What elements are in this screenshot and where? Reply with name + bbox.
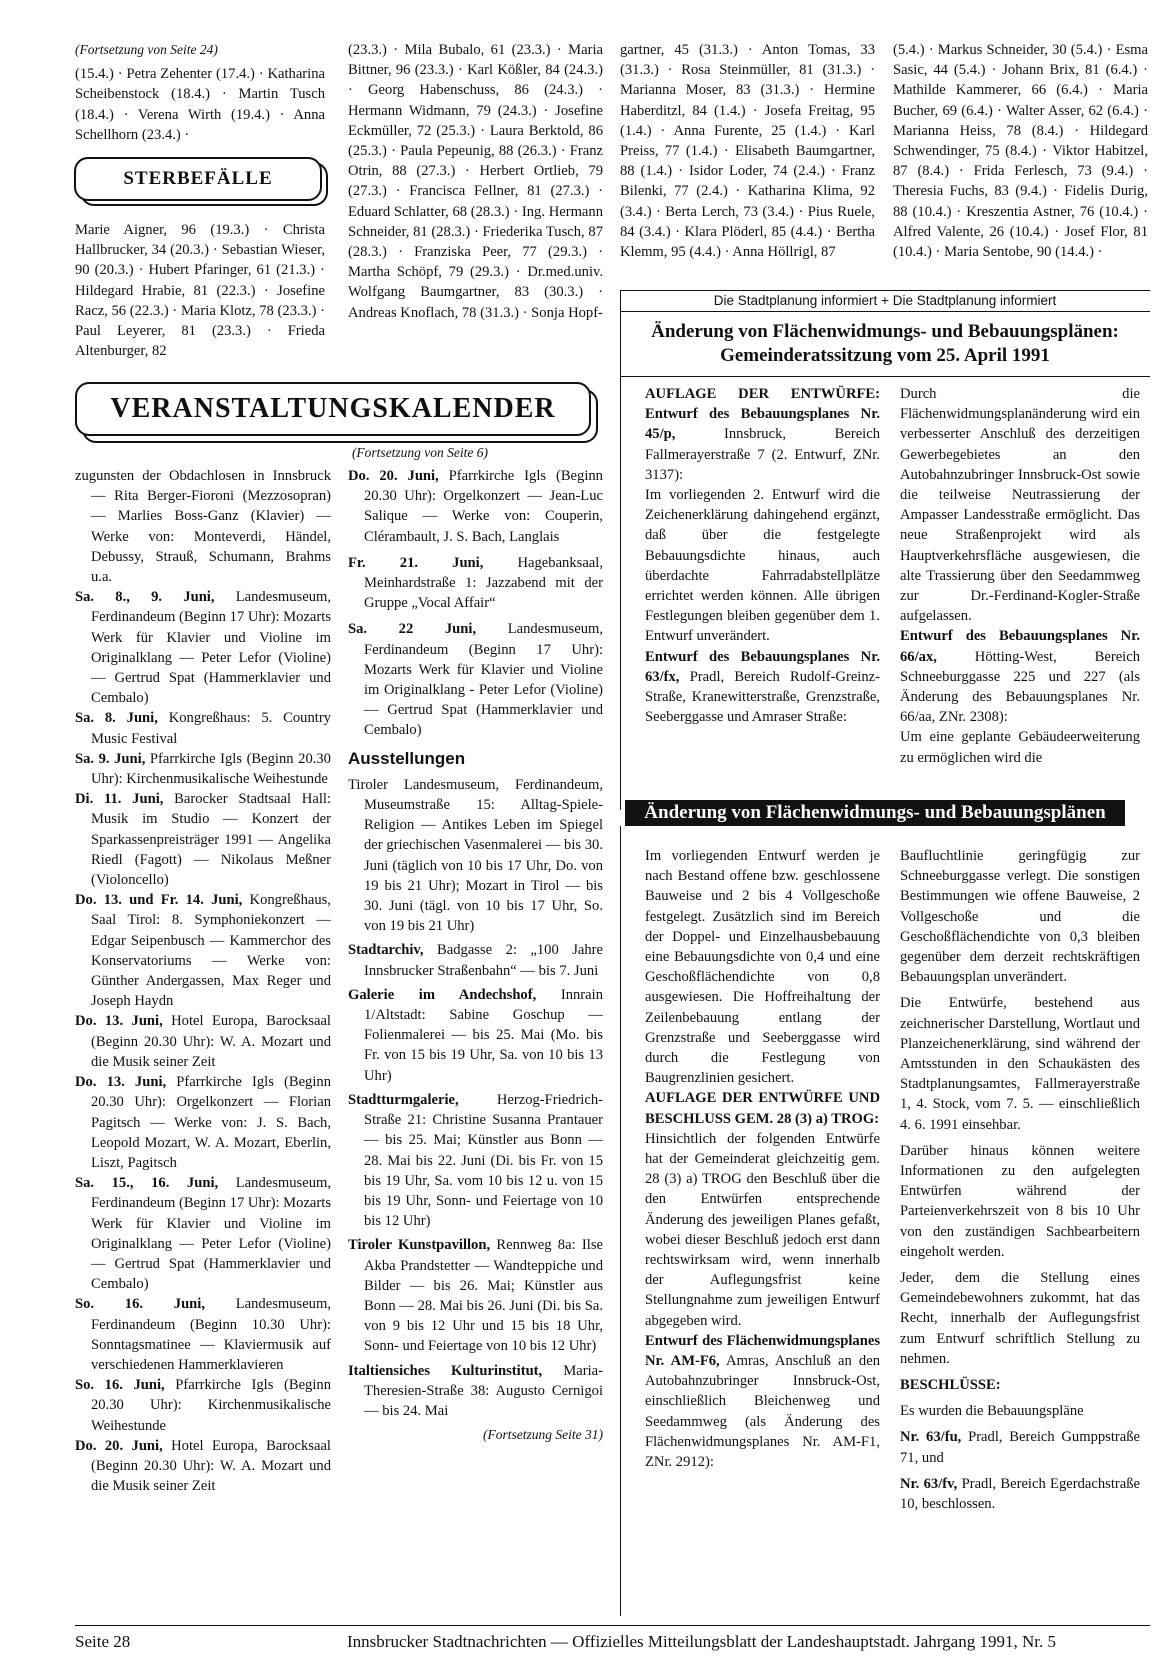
event-item <box>75 1294 331 1375</box>
exhibition-item <box>348 940 603 980</box>
section-b-bar: Änderung von Flächenwidmungs- und Bebauungsplänen <box>625 800 1125 826</box>
plan-paragraph-text: Um eine geplante Gebäudeerweiterung zu ermöglichen wird die <box>900 729 1140 766</box>
continued-from-note: (Fortsetzung von Seite 24) <box>75 42 218 57</box>
event-item <box>348 619 603 740</box>
sterbefaelle-title: STERBEFÄLLE <box>74 157 322 201</box>
plan-paragraph-text: Jeder, dem die Stellung eines Gemeindebewohners zukommt, hat das Recht, innerhalb der Auflegungsfrist zum Entwurf schriftlich Stellung zu nehmen. <box>900 1270 1140 1367</box>
event-item <box>348 553 603 614</box>
sterbefaelle-text-4: (5.4.) · Markus Schneider, 30 (5.4.) · Esma Sasic, 44 (5.4.) · Johann Brix, 81 (6.4.) · Mathilde Kammerer, 66 (6.4.) · Maria Bucher, 69 (6.4.) · Walter Asser, 62 (6.4.) · Marianna Heiss, 78 (8.4.) · Hildegard Schwendinger, 75 (8.4.) · Viktor Habitzel, 87 (8.4.) · Frida Ferlesch, 73 (9.4.) · Theresia Fuchs, 83 (9.4.) · Fidelis Durig, 88 (10.4.) · Kreszentia Astner, 76 (10.4.) · Alfred Valente, 26 (10.4.) · Josef Flor, 81 (10.4.) · Maria Sentobe, 90 (14.4.) · <box>893 42 1148 261</box>
plan-paragraph <box>900 1427 1140 1467</box>
plan-paragraph <box>900 1268 1140 1369</box>
event-item-bold: So. 16. Juni, <box>75 1377 165 1394</box>
page-number: Seite 28 <box>75 1632 131 1651</box>
event-item <box>75 789 331 890</box>
sterbefaelle-col2 <box>348 40 603 323</box>
plan-paragraph <box>900 993 1140 1134</box>
exhibition-item-bold: Galerie im Andechshof, <box>348 986 537 1003</box>
event-item <box>75 708 331 748</box>
plan-paragraph <box>900 1401 1140 1421</box>
exhibition-item-text: Maria-Theresien-Straße 38: Augusto Cernigoi — bis 24. Mai <box>364 1362 603 1419</box>
stadtplanung-band: Die Stadtplanung informiert + Die Stadtplanung informiert <box>620 290 1150 312</box>
event-item-bold: Sa. 22 Juni, <box>348 621 477 638</box>
publication-title: Innsbrucker Stadtnachrichten — Offizielles Mitteilungsblatt der Landeshauptstadt. Jahrgang 1991, Nr. 5 <box>347 1632 1056 1651</box>
kalender-events-2 <box>348 466 603 741</box>
sterbefaelle-text-1: Marie Aigner, 96 (19.3.) · Christa Hallbrucker, 34 (20.3.) · Sebastian Wieser, 90 (20.3.) · Hubert Pfaringer, 61 (21.3.) · Hildegard Hrabie, 81 (22.3.) · Josefine Racz, 56 (22.3.) · Maria Klotz, 78 (23.3.) · Paul Leyerer, 81 (23.3.) · Frieda Altenburger, 82 <box>75 222 325 360</box>
plan-paragraph <box>645 384 880 485</box>
event-item-bold: Do. 13. Juni, <box>75 1013 163 1030</box>
event-item <box>348 466 603 547</box>
left-frame-rule <box>620 290 621 810</box>
exhibition-item-bold: Italtiensiches Kulturinstitut, <box>348 1362 543 1379</box>
plan-paragraph-text: Baufluchtlinie geringfügig zur Schneeburggasse verlegt. Die sonstigen Bestimmungen wie offene Bauweise, 2 Vollgeschoße und die Geschoßflächendichte von 0,3 bleiben gegenüber dem derzeit rechtskräftigen Bebauungsplan unverändert. <box>900 848 1140 986</box>
section-b-col1 <box>645 846 880 1472</box>
event-item <box>75 1072 331 1173</box>
event-item-bold: Do. 20. Juni, <box>75 1437 163 1454</box>
exhibition-item <box>348 775 603 937</box>
plan-paragraph-text: Es wurden die Bebauungspläne <box>900 1403 1084 1420</box>
exhibition-item-bold: Tiroler Kunstpavillon, <box>348 1237 491 1254</box>
event-item-bold: Do. 13. und Fr. 14. Juni, <box>75 892 243 909</box>
event-item-bold: Fr. 21. Juni, <box>348 554 484 571</box>
event-item-text: Landesmuseum, Ferdinandeum (Beginn 17 Uhr): Mozarts Werk für Klavier und Violine im Originalklang - Peter Lefor (Violine) — Gertrud Spat (Hammerklavier und Cembalo) <box>364 621 603 739</box>
event-item-text: Barocker Stadtsaal Hall: Musik im Studio — Konzert der Sparkassenpreisträger 1991 — Angelika Riedl (Fagott) — Nikolaus Meßner (Violoncello) <box>91 791 331 889</box>
event-item-text: Pfarrkirche Igls (Beginn 20.30 Uhr): Orgelkonzert — Jean-Luc Salique — Werke von: Couperin, Clérambault, J. S. Bach, Langlais <box>364 468 603 545</box>
plan-paragraph-bold: Entwurf des Flächenwidmungsplanes Nr. AM-F6, <box>645 1332 880 1370</box>
lower-frame-rule <box>620 826 621 1616</box>
plan-paragraph-bold: AUFLAGE DER ENTWÜRFE UND BESCHLUSS GEM. 28 (3) a) TROG: <box>645 1090 880 1127</box>
plan-paragraph-text: Pradl, Bereich Egerdachstraße 10, beschlossen. <box>900 1475 1140 1513</box>
plan-paragraph <box>900 727 1140 767</box>
event-item-bold: Di. 11. Juni, <box>75 791 164 808</box>
plan-paragraph <box>645 1331 880 1472</box>
exhibition-item <box>348 1361 603 1422</box>
plan-paragraph <box>645 1088 880 1128</box>
sterbefaelle-col4 <box>893 40 1148 262</box>
exhibition-item <box>348 985 603 1086</box>
event-item-bold: Do. 13. Juni, <box>75 1074 167 1091</box>
plan-paragraph-bold: BESCHLÜSSE: <box>900 1377 1001 1394</box>
plan-paragraph-bold: Nr. 63/fu, <box>900 1429 962 1446</box>
exhibition-item <box>348 1235 603 1356</box>
exhibition-item-bold: Stadtturmgalerie, <box>348 1091 459 1108</box>
event-item-text: Landesmuseum, Ferdinandeum (Beginn 10.30 Uhr): Sonntagsmatinee — Klaviermusik auf verschiedenen Hammerklavieren <box>91 1296 331 1373</box>
exhibition-item-text: Badgasse 2: „100 Jahre Innsbrucker Straßenbahn“ — bis 7. Juni <box>364 942 603 979</box>
sterbefaelle-text-2: (23.3.) · Mila Bubalo, 61 (23.3.) · Maria Bittner, 96 (23.3.) · Karl Kößler, 84 (24.3.) · Georg Habenschuss, 86 (24.3.) · Hermann Widmann, 79 (24.3.) · Josefine Eckmüller, 72 (25.3.) · Laura Berktold, 86 (25.3.) · Paula Pepeunig, 88 (26.3.) · Franz Otrin, 88 (27.3.) · Herbert Ortlieb, 79 (27.3.) · Francisca Fellner, 81 (27.3.) · Eduard Schlatter, 68 (28.3.) · Ing. Hermann Schneider, 81 (28.3.) · Friederika Tusch, 87 (28.3.) · Franziska Peer, 77 (29.3.) · Martha Schöpf, 79 (29.3.) · Dr.med.univ. Wolfgang Baumgartner, 83 (30.3.) · Andreas Knoflach, 78 (31.3.) · Sonja Hopf- <box>348 42 603 321</box>
event-item-bold: Do. 20. Juni, <box>348 468 439 484</box>
event-item-bold: So. 16. Juni, <box>75 1296 205 1313</box>
plan-paragraph <box>900 1375 1140 1395</box>
event-item <box>75 1375 331 1436</box>
exhibition-item-text: Herzog-Friedrich-Straße 21: Christine Susanna Prantauer — bis 25. Mai; Künstler aus Bonn — 28. Mai bis 22. Juni (Di. bis Fr. von 15 bis 19 Uhr, Sa. vom 10 bis 12 u. von 15 bis 19 Uhr, Sonn- und Feiertage von 10 bis 12 Uhr) <box>364 1091 603 1230</box>
section-a-col1 <box>645 384 880 727</box>
exhibition-item-bold: Stadtarchiv, <box>348 942 424 959</box>
event-item <box>75 1436 331 1497</box>
section-a-col2 <box>900 384 1140 768</box>
sterbefaelle-col3 <box>620 40 875 262</box>
plan-paragraph-text: Hötting-West, Bereich Schneeburggasse 225 und 227 (als Änderung des Bebauungsplanes Nr. 66/aa, ZNr. 2308): <box>900 648 1140 726</box>
event-item-text: Pfarrkirche Igls (Beginn 20.30 Uhr): Orgelkonzert — Florian Pagitsch — Werke von: J. S. Bach, Leopold Mozart, W. A. Mozart, Eberlin, Liszt, Pagitsch <box>91 1074 331 1171</box>
plan-paragraph-text: Die Entwürfe, bestehend aus zeichnerischer Darstellung, Wortlaut und Planzeichenerklärung, sind während der Amtsstunden in den Schaukästen des Stadtplanungsamtes, Fallmerayerstraße 1, 4. Stock, vom 7. 5. — einschließlich 4. 6. 1991 einsehbar. <box>900 995 1140 1133</box>
plan-paragraph-bold: Entwurf des Bebauungsplanes Nr. 63/fx, <box>645 648 880 685</box>
ausstellungen-heading: Ausstellungen <box>348 748 466 768</box>
event-item-text: Kongreßhaus: 5. Country Music Festival <box>91 710 331 747</box>
births-text: (15.4.) · Petra Zehenter (17.4.) · Katharina Scheibenstock (18.4.) · Martin Tusch (18.4.) · Verena Wirth (19.4.) · Anna Schellhorn (23.4.) · <box>75 66 325 143</box>
event-item-text: Landesmuseum, Ferdinandeum (Beginn 17 Uhr): Mozarts Werk für Klavier und Violine im Originalklang — Peter Lefor (Violine) — Gertrud Spat (Hammerklavier und Cembalo) <box>91 1175 331 1293</box>
plan-paragraph <box>900 1474 1140 1514</box>
plan-paragraph-text: Hinsichtlich der folgenden Entwürfe hat der Gemeinderat gleichzeitig gem. 28 (3) a) TROG den Beschluß über die den Entwürfen entsprechende Änderung des jeweiligen Planes gefaßt, wobei dieser Beschluß jedoch erst dann rechtswirksam wird, wenn innerhalb der Auflegungsfrist keine Stellungnahme zum jeweiligen Entwurf abgegeben wird. <box>645 1130 880 1329</box>
exhibition-item-text: Rennweg 8a: Ilse Akba Prandstetter — Wandteppiche und Bilder — bis 26. Mai; Künstler aus Bonn — 28. Mai bis 26. Juni (Di. bis Sa. von 9 bis 12 Uhr und 15 bis 18 Uhr, Sonn- und Feiertage von 10 bis 12 Uhr) <box>364 1237 603 1355</box>
ausstellungen-list <box>348 775 603 1421</box>
event-item-bold: Sa. 15., 16. Juni, <box>75 1175 219 1192</box>
exhibition-item-text: Tiroler Landesmuseum, Ferdinandeum, Museumstraße 15: Alltag-Spiele-Religion — Antikes Leben im Spiegel der griechischen Vasenmalerei — bis 30. Juni (täglich von 10 bis 17 Uhr, Do. von 19 bis 21 Uhr); Mozart in Tirol — bis 30. Juni (tägl. von 10 bis 17 Uhr, So. von 19 bis 21 Uhr) <box>348 776 603 935</box>
plan-paragraph <box>900 626 1140 727</box>
stadtplanung-headline <box>620 320 1150 368</box>
exhibition-item <box>348 1090 603 1231</box>
plan-paragraph-text: Pradl, Bereich Rudolf-Greinz-Straße, Kranewitterstraße, Grenzstraße, Seeberggasse und Amraser Straße: <box>645 668 880 726</box>
sterbefaelle-text-3: gartner, 45 (31.3.) · Anton Tomas, 33 (31.3.) · Rosa Steinmüller, 81 (31.3.) · Marianna Moser, 83 (31.3.) · Hermine Haberditzl, 84 (1.4.) · Josefa Freitag, 95 (1.4.) · Anna Furente, 25 (1.4.) · Karl Preiss, 77 (1.4.) · Elisabeth Baumgartner, 88 (1.4.) · Isidor Loder, 74 (2.4.) · Franz Bilenki, 77 (2.4.) · Katharina Klima, 92 (3.4.) · Berta Lerch, 73 (3.4.) · Pius Ruele, 84 (3.4.) · Klara Plöderl, 85 (4.4.) · Bertha Klemm, 95 (4.4.) · Anna Höllrigl, 87 <box>620 42 875 261</box>
footer-rule <box>75 1625 1150 1626</box>
event-item-text: Pfarrkirche Igls (Beginn 20.30 Uhr): Kirchenmusikalische Weihestunde <box>91 750 331 788</box>
plan-paragraph-text: Pradl, Bereich Gumppstraße 71, und <box>900 1429 1141 1466</box>
plan-paragraph <box>900 384 1140 626</box>
plan-paragraph-bold: Nr. 63/fv, <box>900 1475 958 1492</box>
plan-paragraph <box>645 1129 880 1331</box>
plan-paragraph-bold: Entwurf des Bebauungsplanes Nr. 66/ax, <box>900 628 1140 665</box>
kalender-continued-to: (Fortsetzung Seite 31) <box>483 1427 603 1443</box>
plan-paragraph-text: Im vorliegenden 2. Entwurf wird die Zeichenerklärung dahingehend ergänzt, daß über die festgelegte Bebauungsdichte hinaus, auch überdachte Fahrradabstellplätze errichtet werden können. Alle übrigen Festlegungen bleiben gegenüber dem 1. Entwurf unverändert. <box>645 487 880 645</box>
event-item-text: Hotel Europa, Barocksaal (Beginn 20.30 Uhr): W. A. Mozart und die Musik seiner Zeit <box>91 1013 331 1070</box>
event-item-bold: Sa. 8. Juni, <box>75 710 158 727</box>
exhibition-item-text: Innrain 1/Altstadt: Sabine Goschup — Folienmalerei — bis 25. Mai (Mo. bis Fr. von 15 bis 19 Uhr, Sa. von 10 bis 13 Uhr) <box>364 986 603 1084</box>
plan-paragraph-text: Im vorliegenden Entwurf werden je nach Bestand offene bzw. geschlossene Bauweise und 2 bis 4 Vollgeschoße festgelegt. Zusätzlich sind im Bereich der Doppel- und Einzelhausbebauung eine Bebauungsdichte von 0,4 und eine Geschoßflächendichte von 0,8 ausgewiesen. Die Hoffreihaltung der Zeilenbebauung entlang der Grenzstraße und Seeberggasse wird durch die Festlegung von Baugrenzlinien gesichert. <box>645 848 880 1087</box>
plan-paragraph <box>645 485 880 647</box>
event-item-text: Pfarrkirche Igls (Beginn 20.30 Uhr): Kirchenmusikalische Weihestunde <box>91 1377 331 1434</box>
headline-rule <box>620 376 1150 377</box>
event-item-text: Hotel Europa, Barocksaal (Beginn 20.30 Uhr): W. A. Mozart und die Musik seiner Zeit <box>91 1437 331 1495</box>
headline-line-2: Gemeinderatssitzung vom 25. April 1991 <box>720 345 1050 366</box>
plan-paragraph-text: Amras, Anschluß an den Autobahnzubringer Innsbruck-Ost, einschließlich Bleichenweg und Seedammweg (als Änderung des Flächenwidmungsplanes Nr. AM-F1, ZNr. 2912): <box>645 1353 880 1471</box>
event-item-text: Kongreßhaus, Saal Tirol: 8. Symphoniekonzert — Edgar Seipenbusch — Kammerchor des Konservatoriums — Werke von: Günther Andergassen, Max Reger und Joseph Haydn <box>91 892 331 1010</box>
section-b-col2 <box>900 846 1140 1520</box>
event-item-bold: Sa. 9. Juni, <box>75 750 146 767</box>
event-item <box>75 1173 331 1294</box>
plan-paragraph <box>645 846 880 1088</box>
event-item <box>75 890 331 1011</box>
plan-paragraph-text: Durch die Flächenwidmungsplanänderung wird ein verbesserter Anschluß des derzeitigen Gewerbegebietes an den Autobahnzubringer Innsbruck-Ost sowie die teilweise Neutrassierung der Ampasser Landesstraße ermöglicht. Das neue Straßenprojekt wird als Hauptverkehrsfläche ausgewiesen, die alte Trassierung über den Seedammweg zur Dr.-Ferdinand-Kogler-Straße aufgelassen. <box>900 386 1140 625</box>
sterbefaelle-col1 <box>75 220 325 361</box>
plan-paragraph-text: Innsbruck, Bereich Fallmerayerstraße 7 (2. Entwurf, ZNr. 3137): <box>645 426 880 483</box>
event-item-text: zugunsten der Obdachlosen in Innsbruck — Rita Berger-Fioroni (Mezzosopran) — Marlies Boss-Ganz (Klavier) — Werke von: Monteverdi, Händel, Debussy, Strauß, Schumann, Brahms u.a. <box>75 468 331 586</box>
event-item-text: Hagebanksaal, Meinhardstraße 1: Jazzabend mit der Gruppe „Vocal Affair“ <box>364 554 603 612</box>
plan-paragraph-bold: AUFLAGE DER ENTWÜRFE: Entwurf des Bebauungsplanes Nr. 45/p, <box>645 386 880 443</box>
plan-paragraph-text: Darüber hinaus können weitere Informationen zu den aufgelegten Entwürfen während der Parteienverkehrszeit von 8 bis 10 Uhr von den zuständigen Sachbearbeitern eingeholt werden. <box>900 1142 1140 1260</box>
event-item-bold: Sa. 8., 9. Juni, <box>75 589 215 606</box>
plan-paragraph <box>900 1141 1140 1262</box>
headline-line-1: Änderung von Flächenwidmungs- und Bebauungsplänen: <box>651 321 1119 342</box>
event-item <box>75 587 331 708</box>
births-continuation <box>75 40 325 145</box>
plan-paragraph <box>645 647 880 728</box>
kalender-col2 <box>348 466 603 1445</box>
kalender-title: VERANSTALTUNGSKALENDER <box>75 382 591 436</box>
kalender-col1 <box>75 466 331 1496</box>
plan-paragraph <box>900 846 1140 987</box>
event-item <box>75 1011 331 1072</box>
event-item <box>75 466 331 587</box>
event-item <box>75 749 331 789</box>
kalender-continued-from: (Fortsetzung von Seite 6) <box>351 445 489 460</box>
event-item-text: Landesmuseum, Ferdinandeum (Beginn 17 Uhr): Mozarts Werk für Klavier und Violine im Originalklang — Peter Lefor (Violine) — Gertrud Spat (Hammerklavier und Cembalo) <box>91 589 331 707</box>
